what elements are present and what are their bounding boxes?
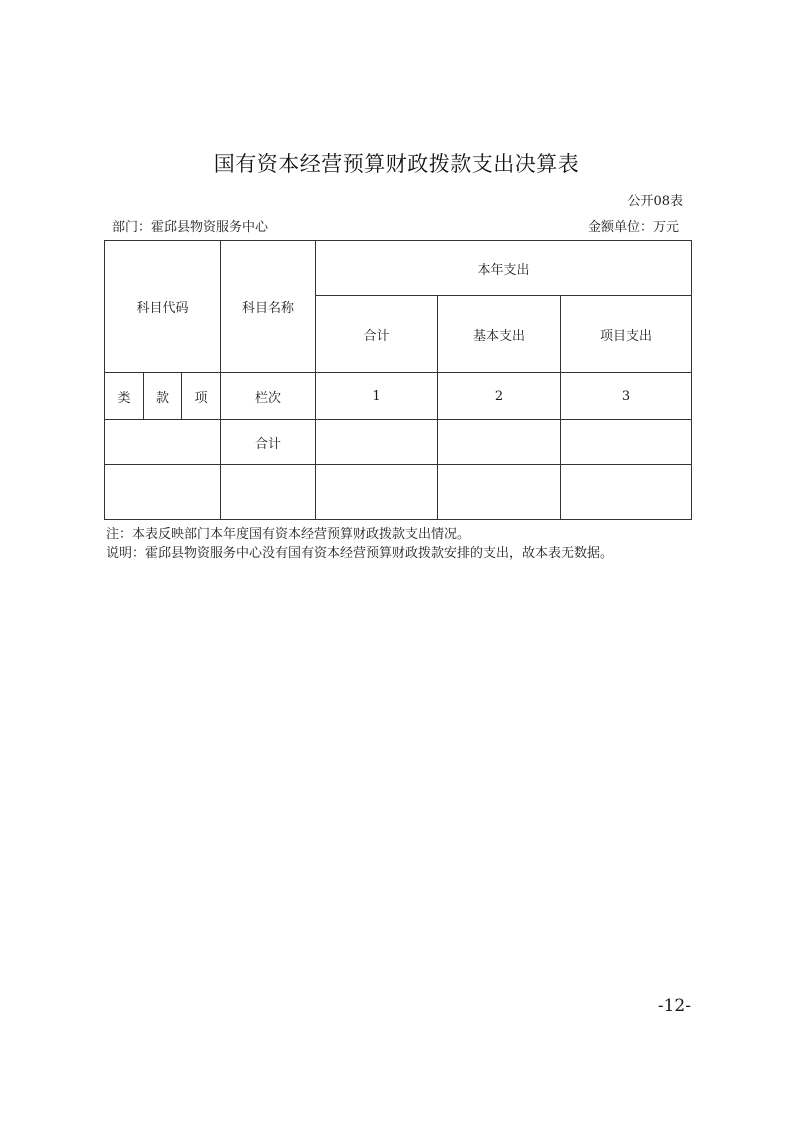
total-row	[105, 420, 692, 465]
column-index-1: 1	[316, 373, 438, 420]
empty-row-code-cell	[105, 465, 221, 520]
header-subject-name: 科目名称	[221, 241, 316, 373]
total-row-code-cell	[105, 420, 221, 465]
header-section: 款	[144, 373, 182, 420]
unit-label: 金额单位：万元	[587, 220, 679, 235]
header-item: 项	[182, 373, 221, 420]
department-label: 部门：霍邱县物资服务中心	[112, 220, 269, 235]
header-project-expense: 项目支出	[561, 296, 692, 373]
empty-row-total-cell	[316, 465, 438, 520]
header-row-1	[105, 241, 692, 296]
form-code: 公开08表	[627, 194, 683, 209]
total-row-total-cell	[316, 420, 438, 465]
header-current-year-expense: 本年支出	[316, 241, 692, 296]
total-row-basic-cell	[438, 420, 561, 465]
page-number: -12-	[657, 996, 691, 1016]
notes-block	[106, 525, 613, 563]
empty-row-basic-cell	[438, 465, 561, 520]
note-text: 注：本表反映部门本年度国有资本经营预算财政拨款支出情况。	[106, 527, 471, 542]
empty-row-name-cell	[221, 465, 316, 520]
total-row-project-cell	[561, 420, 692, 465]
expense-table	[104, 240, 692, 520]
column-index-3: 3	[561, 373, 692, 420]
header-subject-code: 科目代码	[105, 241, 221, 373]
empty-row	[105, 465, 692, 520]
header-column-index: 栏次	[221, 373, 316, 420]
empty-row-project-cell	[561, 465, 692, 520]
column-index-2: 2	[438, 373, 561, 420]
header-category: 类	[105, 373, 144, 420]
page-title: 国有资本经营预算财政拨款支出决算表	[213, 152, 580, 176]
index-row	[105, 373, 692, 420]
explanation-text: 说明：霍邱县物资服务中心没有国有资本经营预算财政拨款安排的支出，故本表无数据。	[106, 546, 614, 561]
header-basic-expense: 基本支出	[438, 296, 561, 373]
header-total: 合计	[316, 296, 438, 373]
total-row-label: 合计	[221, 420, 316, 465]
